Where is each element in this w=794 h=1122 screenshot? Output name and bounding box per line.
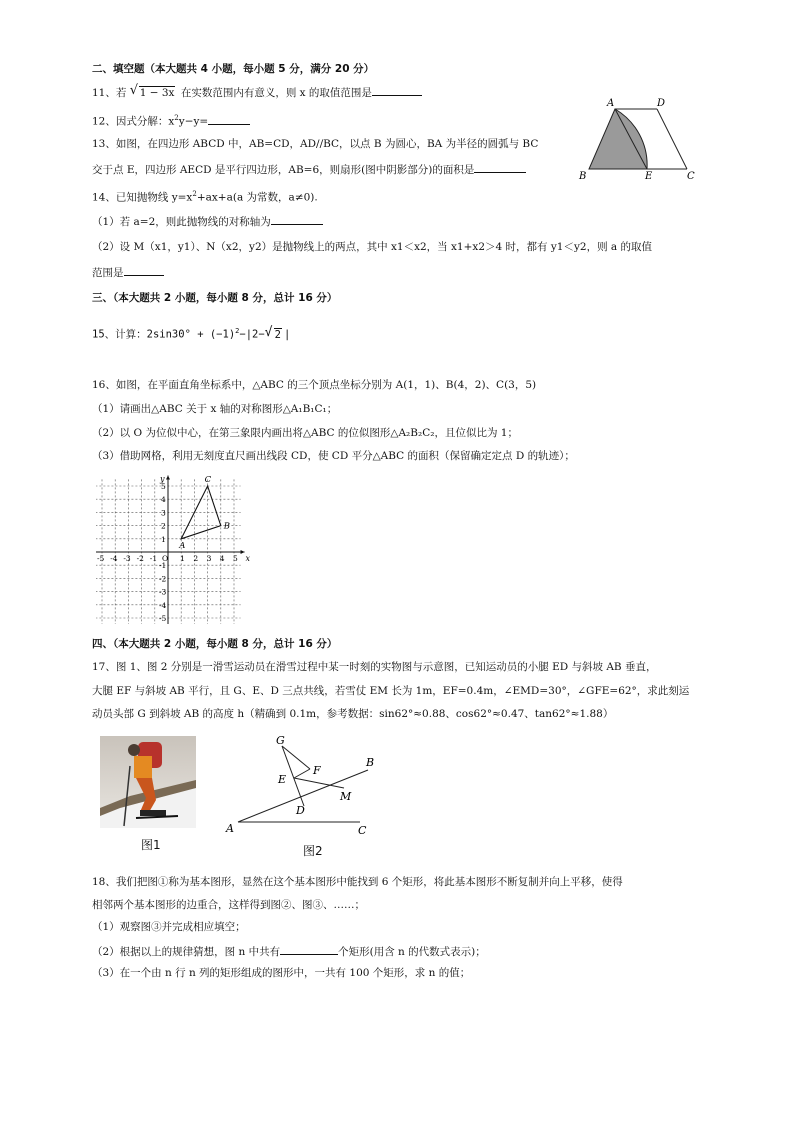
q18-line-1: 18、我们把图①称为基本图形，显然在这个基本图形中能找到 6 个矩形，将此基本图形不断复制并向上平移，使得 [92, 876, 623, 888]
q16-part-2: （2）以 O 为位似中心，在第三象限内画出将△ABC 的位似图形△A₂B₂C₂，且位似比为 1； [92, 427, 518, 439]
q13-label-e: E [645, 171, 653, 181]
q13-label-c: C [687, 171, 695, 181]
q17-line-3: 动员头部 G 到斜坡 AB 的高度 h（精确到 0.1m，参考数据：sin62°≈0.88、cos62°≈0.47、tan62°≈1.88） [92, 708, 614, 720]
q18-line-2: 相邻两个基本图形的边重合，这样得到图②、图③、……； [92, 899, 365, 911]
q15-prefix: 15、计算：2sin30° + (−1) [92, 328, 236, 341]
q13-label-a: A [607, 98, 615, 109]
x-tick-label: 2 [193, 554, 199, 563]
question-15 [92, 324, 290, 342]
q14-part-2b-text: 范围是 [92, 267, 124, 279]
fig2-label-f: F [313, 764, 321, 777]
fig2-label-m: M [340, 790, 352, 803]
section-3-title: 三、（本大题共 2 小题，每小题 8 分，总计 16 分） [92, 292, 338, 304]
y-tick-label: 3 [161, 508, 166, 518]
q18-part-1: （1）观察图③并完成相应填空； [92, 921, 246, 933]
y-tick-label: -3 [159, 587, 167, 597]
y-tick-label: 4 [161, 495, 166, 505]
x-axis-arrow [241, 550, 245, 554]
q13-side-dc [657, 109, 687, 169]
q17-schematic-figure [220, 730, 390, 840]
q11-radical: √ 1 − 3x [129, 83, 175, 99]
photo-boots [140, 810, 166, 816]
q14-exponent: 2 [192, 190, 197, 198]
q15-exponent: 2 [235, 327, 240, 335]
q14-part-2-blank[interactable] [124, 264, 164, 276]
q13-line-2-text: 交于点 E，四边形 AECD 是平行四边形，AB=6，则扇形(图中阴影部分)的面积是 [92, 164, 475, 176]
fig2-line-ef [294, 769, 310, 778]
q13-label-d: D [657, 98, 666, 109]
x-tick-label: 1 [180, 554, 185, 563]
y-tick-label: -5 [159, 614, 167, 623]
y-tick-label: -2 [159, 574, 167, 584]
y-axis-label: y [160, 474, 165, 484]
fig2-label-d: D [296, 804, 305, 817]
fig2-label-c: C [358, 824, 367, 837]
q13-shaded-sector [589, 109, 647, 169]
q14-part-1-text: （1）若 a=2，则此抛物线的对称轴为 [92, 216, 271, 228]
q17-line-2: 大腿 EF 与斜坡 AB 平行，且 G、E、D 三点共线，若雪仗 EM 长为 1m，EF=0.4m，∠EMD=30°，∠GFE=62°，求此刻运 [92, 685, 690, 697]
y-tick-label: -4 [159, 600, 167, 610]
q14-part-1 [92, 213, 323, 229]
q15-radicand: 2 [274, 328, 281, 341]
q18-part-2-suffix: 个矩形(用含 n 的代数式表示)； [338, 946, 486, 958]
q11-suffix: 在实数范围内有意义，则 x 的取值范围是 [180, 87, 372, 99]
q18-part-2-blank[interactable] [280, 943, 338, 955]
section-4-title: 四、（本大题共 2 小题，每小题 8 分，总计 16 分） [92, 638, 338, 650]
x-tick-label: -2 [136, 554, 144, 563]
x-tick-label: 3 [206, 554, 212, 563]
x-tick-label: -1 [149, 554, 158, 563]
x-tick-label: O [162, 554, 169, 563]
q15-radical: √ 2 [264, 324, 281, 341]
y-tick-label: -1 [159, 561, 167, 571]
photo-jacket [134, 756, 152, 778]
photo-head [128, 744, 140, 756]
q11-radicand: 1 − 3x [139, 87, 175, 99]
q12-exponent: 2 [174, 114, 179, 122]
q13-answer-blank[interactable] [474, 161, 526, 173]
section-2-title: 二、填空题（本大题共 4 小题，每小题 5 分，满分 20 分） [92, 63, 375, 75]
q17-skier-photo [100, 736, 196, 828]
q17-line-1: 17、图 1、图 2 分别是一滑雪运动员在滑雪过程中某一时刻的实物图与示意图，已知运动员的小腿 ED 与斜坡 AB 垂直， [92, 661, 657, 673]
q12-answer-blank[interactable] [208, 113, 250, 125]
q14-part-2-continued [92, 264, 164, 280]
q18-part-3: （3）在一个由 n 行 n 列的矩形组成的图形中，一共有 100 个矩形，求 n 的值； [92, 967, 471, 979]
q13-trapezoid-figure [575, 95, 703, 181]
vertex-label-c: C [204, 475, 212, 485]
vertex-label-a: A [179, 540, 186, 551]
q11-prefix: 11、若 [92, 87, 127, 99]
x-tick-label: -4 [110, 554, 118, 563]
x-tick-label: -5 [97, 554, 105, 563]
q12-prefix: 12、因式分解：x [92, 115, 175, 128]
q16-part-1: （1）请画出△ABC 关于 x 轴的对称图形△A₁B₁C₁； [92, 403, 338, 415]
q15-middle: −|2− [239, 328, 265, 341]
y-tick-label: 5 [161, 482, 166, 491]
q13-line-1: 13、如图，在四边形 ABCD 中，AB=CD，AD//BC，以点 B 为圆心，BA 为半径的圆弧与 BC [92, 138, 539, 150]
fig2-label-g: G [276, 734, 285, 747]
q15-suffix: | [284, 328, 291, 341]
q14-line1-suffix: +ax+a(a 为常数，a≠0). [196, 191, 318, 204]
x-tick-label: -3 [123, 554, 131, 563]
q14-line1-prefix: 14、已知抛物线 y=x [92, 191, 193, 204]
x-tick-label: 5 [233, 554, 238, 563]
question-11 [92, 84, 422, 100]
y-tick-label: 2 [161, 521, 166, 531]
fig2-label-b: B [366, 756, 375, 769]
x-axis-label: x [245, 554, 251, 563]
q16-part-3: （3）借助网格，利用无刻度直尺画出线段 CD，使 CD 平分△ABC 的面积（保留确定定点 D 的轨迹）； [92, 450, 575, 462]
q16-line-1: 16、如图，在平面直角坐标系中，△ABC 的三个顶点坐标分别为 A(1，1)、B(4，2)、C(3，5) [92, 379, 537, 391]
question-14 [92, 187, 318, 205]
y-tick-label: 1 [161, 534, 166, 544]
q18-part-2-prefix: （2）根据以上的规律猜想，图 n 中共有 [92, 946, 281, 958]
q18-part-2 [92, 943, 486, 959]
question-13-line-2 [92, 161, 526, 177]
q14-part-2: （2）设 M（x1，y1）、N（x2，y2）是抛物线上的两点，其中 x1＜x2，当 x1+x2＞4 时，都有 y1＜y2，则 a 的取值 [92, 241, 653, 253]
y-axis-arrow [166, 475, 170, 479]
fig2-label-a: A [226, 822, 234, 835]
q17-fig1-caption: 图1 [141, 838, 161, 852]
q17-fig2-caption: 图2 [303, 844, 323, 858]
q12-suffix: y−y= [178, 115, 209, 128]
q11-answer-blank[interactable] [372, 84, 422, 96]
q13-label-b: B [579, 171, 587, 181]
q16-coordinate-grid [96, 470, 256, 624]
fig2-label-e: E [278, 773, 287, 786]
x-tick-label: 4 [219, 554, 225, 563]
question-12 [92, 111, 250, 129]
q14-part-1-blank[interactable] [271, 213, 323, 225]
vertex-label-b: B [223, 521, 231, 532]
